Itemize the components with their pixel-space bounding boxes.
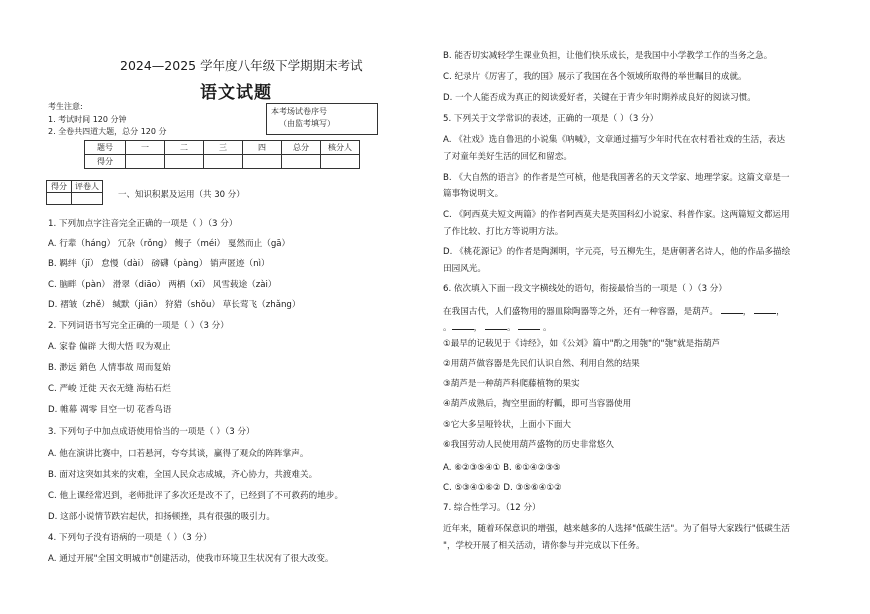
question-line: 。 ， 。 。 [443,320,552,334]
answer-choice-line: C. ⑤③④①⑥② D. ③⑤⑥④①② [443,483,562,493]
section-heading: 一、知识积累及运用（共 30 分） [118,190,245,200]
question-line: C. 他上课经常迟到，老师批评了多次还是改不了，已经到了不可救药的地步。 [48,491,344,501]
question-line: "，学校开展了相关活动，请你参与并完成以下任务。 [443,541,645,551]
score-header-cell: 一 [126,141,165,155]
score-header-cell: 二 [165,141,204,155]
answer-blank[interactable] [452,320,474,330]
question-line: D. 这部小说情节跌宕起伏，扣扬顿挫，具有很强的吸引力。 [48,512,275,522]
question-line: A. 通过开展"全国文明城市"创建活动，使我市环境卫生状况有了很大改变。 [48,554,334,564]
question-line: D. 《桃花源记》的作者是陶渊明，字元亮，号五柳先生，是唐朝著名诗人，他的作品多描绘 [443,247,791,257]
score-header-cell: 三 [204,141,243,155]
score-header-cell: 核分人 [321,141,360,155]
score-header-cell: 总分 [282,141,321,155]
score-table [84,140,360,169]
question-line: A. 家眷 偏辟 大彻大悟 叹为观止 [48,342,171,352]
exam-notes [48,101,167,139]
seat-number-box [266,103,378,135]
q6-passage: 在我国古代，人们盛物用的器皿除陶器等之外，还有一种容器，是葫芦。 [443,307,719,317]
grader-name-label: 评卷人 [72,181,103,193]
question-line: 2. 下列词语书写完全正确的一项是（ ）（3 分） [48,321,229,331]
score-cell[interactable] [243,155,282,169]
question-line: D. 褶皱（zhě） 缄默（jiān） 狩猎（shǒu） 草长莺飞（zhǎng） [48,300,301,310]
notes-item-1: 1. 考试时间 120 分钟 [48,114,127,124]
option-line: ①最早的记载见于《诗经》，如《公刘》篇中"酌之用匏"的"匏"就是指葫芦 [443,339,721,349]
question-line: B. 《大自然的语言》的作者是竺可桢，他是我国著名的天文学家、地理学家。这篇文章是一 [443,173,790,183]
question-line: A. 他在演讲比赛中，口若悬河，夸夸其谈，赢得了观众的阵阵掌声。 [48,449,309,459]
question-line: 了作比较、打比方等说明方法。 [443,227,564,237]
question-line: 在我国古代，人们盛物用的器皿除陶器等之外，还有一种容器，是葫芦。 ， ， [443,304,785,318]
question-line: B. 能否切实减轻学生课业负担，让他们快乐成长，是我国中小学教学工作的当务之急。 [443,51,773,61]
option-line: ③葫芦是一种葫芦科爬藤植物的果实 [443,379,580,389]
score-table-header-row [85,141,360,155]
seat-box-line2: （由监考填写） [279,119,335,128]
question-line: C. 脑畔（pàn） 滑翠（diāo） 两栖（xī） 风雪载途（zài） [48,280,277,290]
question-line: A. 《社戏》选自鲁迅的小说集《呐喊》，文章通过描写少年时代在农村看社戏的生活，表达 [443,135,786,145]
question-line: C. 严峻 迁徙 天衣无缝 海枯石烂 [48,384,171,394]
grader-score-cell[interactable] [47,193,72,205]
question-line: C. 《阿西莫夫短文两篇》的作者阿西莫夫是英国科幻小说家、科普作家。这两篇短文都运用 [443,210,790,220]
exam-title: 2024—2025 学年度八年级下学期期末考试 [120,58,363,73]
question-line: B. 羁绊（jī） 怠慢（dài） 磅礴（pàng） 销声匿迹（nì） [48,259,270,269]
question-line: D. 一个人能否成为真正的阅读爱好者，关键在于青少年时期养成良好的阅读习惯。 [443,93,756,103]
option-line: ⑤它大多呈哑铃状，上面小下面大 [443,420,572,430]
grader-name-cell[interactable] [72,193,103,205]
score-row-label: 得分 [85,155,126,169]
grader-table [46,180,103,205]
score-cell[interactable] [282,155,321,169]
seat-box-line1: 本考场试卷序号 [271,107,327,116]
question-line: 近年来，随着环保意识的增强，越来越多的人选择"低碳生活"。为了倡导大家践行"低碳生活 [443,524,791,534]
notes-label: 考生注意: [48,102,83,111]
grader-score-label: 得分 [47,181,72,193]
question-line: D. 帷幕 凋零 目空一切 花香鸟语 [48,405,172,415]
question-line: 田园风光。 [443,264,486,274]
option-line: ②用葫芦做容器是先民们认识自然、利用自然的结果 [443,359,640,369]
question-line: C. 纪录片《厉害了，我的国》展示了我国在各个领域所取得的举世瞩目的成就。 [443,72,747,82]
question-line: 篇事物说明文。 [443,189,504,199]
answer-blank[interactable] [518,320,540,330]
question-line: 6. 依次填入下面一段文字横线处的语句，衔接最恰当的一项是（ ）（3 分） [443,284,727,294]
question-line: A. 行辈（háng） 冗杂（rǒng） 鳆子（méi） 戛然而止（gā） [48,239,291,249]
answer-blank[interactable] [754,304,776,314]
question-line: 4. 下列句子没有语病的一项是（ ）（3 分） [48,533,212,543]
question-line: B. 渺远 銷色 人情事故 周而复始 [48,363,171,373]
question-line: 1. 下列加点字注音完全正确的一项是（ ）（3 分） [48,219,238,229]
answer-choice-line: A. ⑥②③⑤④① B. ⑥①④②③⑤ [443,463,561,473]
score-cell[interactable] [165,155,204,169]
answer-blank[interactable] [721,304,743,314]
question-line: 3. 下列句子中加点成语使用恰当的一项是（ ）（3 分） [48,427,255,437]
answer-blank[interactable] [485,320,507,330]
score-cell[interactable] [126,155,165,169]
score-cell[interactable] [204,155,243,169]
score-header-cell: 四 [243,141,282,155]
subject-title: 语文试题 [200,83,272,103]
score-header-cell: 题号 [85,141,126,155]
question-line: 7. 综合性学习。（12 分） [443,503,541,513]
question-line: B. 面对这突如其来的灾难，全国人民众志成城，齐心协力，共渡难关。 [48,470,318,480]
option-line: ⑥我国劳动人民使用葫芦盛物的历史非常悠久 [443,440,614,450]
score-cell[interactable] [321,155,360,169]
score-table-score-row [85,155,360,169]
option-line: ④葫芦成熟后，掏空里面的籽瓤，即可当容器使用 [443,399,632,409]
question-line: 5. 下列关于文学常识的表述，正确的一项是（ ）（3 分） [443,114,659,124]
question-line: 了对童年美好生活的回忆和留恋。 [443,152,572,162]
q6-end: 。 [543,323,552,333]
notes-item-2: 2. 全卷共四道大题，总分 120 分 [48,127,167,136]
